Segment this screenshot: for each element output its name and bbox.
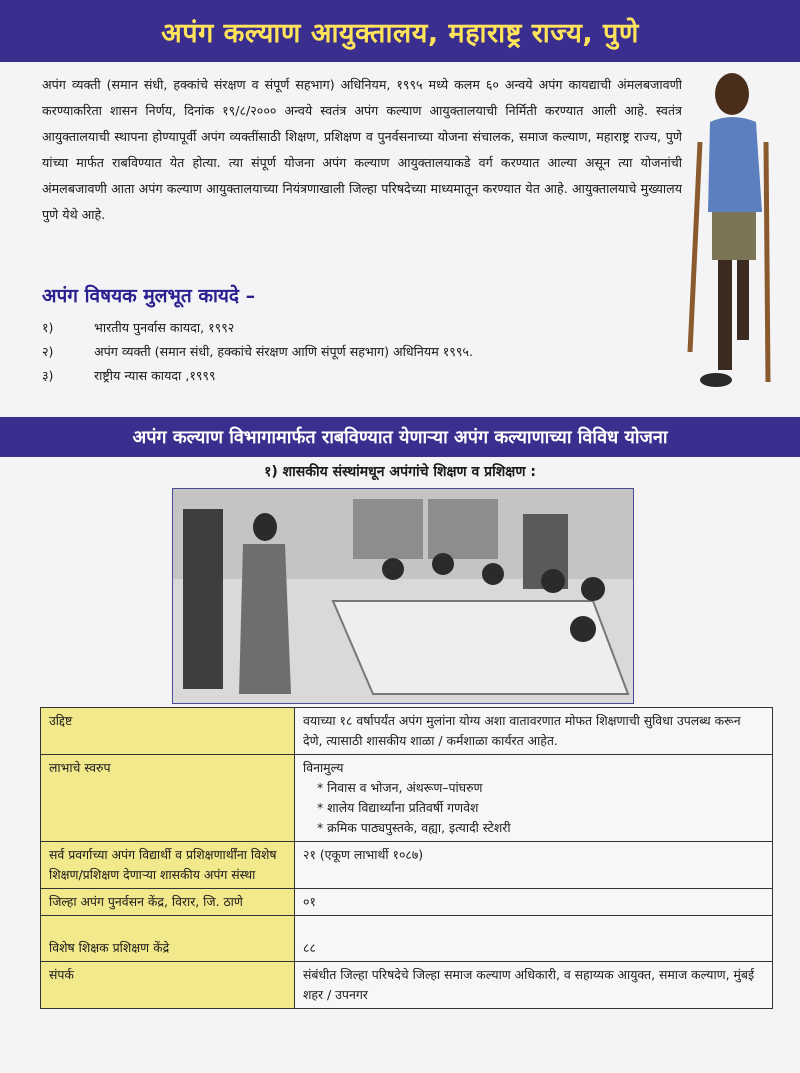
law-item [42, 363, 662, 387]
table-row [41, 708, 773, 755]
table-row [41, 916, 773, 962]
table-row [41, 755, 773, 842]
row-value-line: ८८ [303, 940, 316, 955]
schemes-banner [0, 417, 800, 457]
row-value-line: विनामुल्य [303, 760, 344, 775]
laws-title: अपंग विषयक मुलभूत कायदे – [42, 285, 256, 307]
benefit-item: * निवास व भोजन, अंथरूण–पांघरुण [317, 780, 483, 795]
row-value-line: ०१ [303, 894, 316, 909]
benefit-item: * शालेय विद्यार्थ्यांना प्रतिवर्षी गणवेश [317, 800, 479, 815]
row-value [295, 708, 773, 755]
intro-paragraph: अपंग व्यक्ती (समान संधी, हक्कांचे संरक्षण व संपूर्ण सहभाग) अधिनियम, १९९५ मध्ये कलम ६० अन्वये अपंग कायद्याची अंमलबजावणी करण्याकरिता शासन निर्णय, दिनांक १९/८/२००० अन्वये स्वतंत्र अपंग कल्याण आयुक्तालयाची निर्मिती करण्यात आली आहे. स्वतंत्र आयुक्तालयाची स्थापना होण्यापूर्वी अपंग व्यक्तींसाठी शिक्षण, प्रशिक्षण व पुनर्वसनाच्या योजना संचालक, समाज कल्याण, महाराष्ट्र राज्य, पुणे यांच्या मार्फत राबविण्यात येत होत्या. त्या संपूर्ण योजना अपंग कल्याण आयुक्तालयाकडे वर्ग करण्यात आल्या असून त्या योजनांची अंमलबजावणी आता अपंग कल्याण आयुक्तालयाच्या नियंत्रणाखाली जिल्हा परिषदेच्या माध्यमातून करण्यात येत आहे. आयुक्तालयाचे मुख्यालय पुणे येथे आहे. [42, 77, 682, 222]
row-label: संपर्क [41, 962, 295, 1009]
laws-list [42, 315, 662, 387]
row-label: उद्दिष्ट [41, 708, 295, 755]
law-item [42, 339, 662, 363]
law-text: भारतीय पुनर्वास कायदा, १९९२ [94, 319, 235, 335]
page-title: अपंग कल्याण आयुक्तालय, महाराष्ट्र राज्य, पुणे [161, 17, 639, 49]
row-value-line: संबंधीत जिल्हा परिषदेचे जिल्हा समाज कल्याण अधिकारी, व सहाय्यक आयुक्त, समाज कल्याण, मुंबई शहर / उपनगर [303, 967, 755, 1002]
scheme-heading: १) शासकीय संस्थांमधून अपंगांचे शिक्षण व प्रशिक्षण : [264, 464, 536, 480]
law-number: ३) [42, 367, 54, 383]
schemes-banner-title: अपंग कल्याण विभागामार्फत राबविण्यात येणाऱ्या अपंग कल्याणाच्या विविध योजना [132, 427, 668, 448]
law-number: २) [42, 343, 54, 359]
table-row [41, 962, 773, 1009]
table-row [41, 889, 773, 916]
row-label: विशेष शिक्षक प्रशिक्षण केंद्रे [41, 916, 295, 962]
boy-with-crutches-photo [682, 62, 800, 412]
row-label: जिल्हा अपंग पुनर्वसन केंद्र, विरार, जि. ठाणे [41, 889, 295, 916]
header-banner [0, 0, 800, 62]
law-text: राष्ट्रीय न्यास कायदा ,१९९९ [94, 367, 216, 383]
row-value [295, 889, 773, 916]
law-number: १) [42, 319, 54, 335]
benefit-item: * क्रमिक पाठ्यपुस्तके, वह्या, इत्यादी स्टेशरी [317, 820, 511, 835]
row-value [295, 755, 773, 842]
row-value [295, 842, 773, 889]
row-label: लाभाचे स्वरुप [41, 755, 295, 842]
row-value [295, 962, 773, 1009]
row-value-line: २१ (एकूण लाभार्थी १०८७) [303, 847, 424, 862]
law-item [42, 315, 662, 339]
row-value-line: वयाच्या १८ वर्षापर्यंत अपंग मुलांना योग्य अशा वातावरणात मोफत शिक्षणाची सुविधा उपलब्ध करून देणे, त्यासाठी शासकीय शाळा / कर्मशाळा कार्यरत आहेत. [303, 713, 741, 748]
table-row [41, 842, 773, 889]
row-value [295, 916, 773, 962]
scheme-info-table [40, 707, 773, 1009]
law-text: अपंग व्यक्ती (समान संधी, हक्कांचे संरक्षण आणि संपूर्ण सहभाग) अधिनियम १९९५. [94, 343, 473, 359]
row-label: सर्व प्रवर्गाच्या अपंग विद्यार्थी व प्रशिक्षणार्थींना विशेष शिक्षण/प्रशिक्षण देणाऱ्या शासकीय अपंग संस्था [41, 842, 295, 889]
classroom-photo [172, 488, 634, 704]
